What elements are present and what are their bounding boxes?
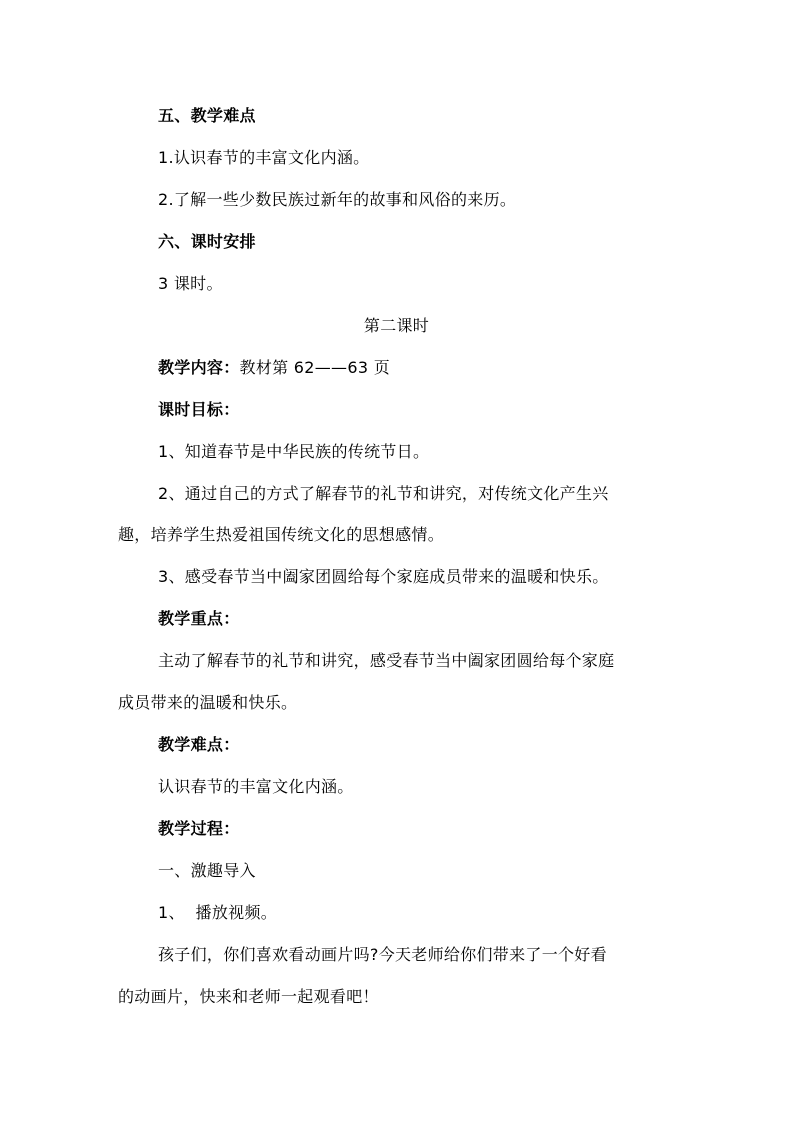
section6-heading: 六、课时安排 xyxy=(158,232,256,251)
intro-line-1: 孩子们，你们喜欢看动画片吗?今天老师给你们带来了一个好看 xyxy=(158,945,607,964)
section5-item-1: 1.认识春节的丰富文化内涵。 xyxy=(158,148,370,167)
goal-3: 3、感受春节当中阖家团圆给每个家庭成员带来的温暖和快乐。 xyxy=(158,567,609,586)
section5-item-2: 2.了解一些少数民族过新年的故事和风俗的来历。 xyxy=(158,190,517,209)
difficulty-value: 认识春节的丰富文化内涵。 xyxy=(158,777,354,796)
intro-line-2: 的动画片，快来和老师一起观看吧！ xyxy=(118,987,379,1006)
step1-heading: 一、激趣导入 xyxy=(158,861,256,880)
goal-1: 1、知道春节是中华民族的传统节日。 xyxy=(158,442,430,461)
goal-2-line-1: 2、通过自己的方式了解春节的礼节和讲究，对传统文化产生兴 xyxy=(158,484,609,503)
section5-heading: 五、教学难点 xyxy=(158,106,256,125)
focus-heading: 教学重点： xyxy=(158,609,240,628)
focus-line-2: 成员带来的温暖和快乐。 xyxy=(118,693,298,712)
lesson-title: 第二课时 xyxy=(363,316,430,335)
step1-item: 1、 播放视频。 xyxy=(158,903,278,922)
focus-line-1: 主动了解春节的礼节和讲究，感受春节当中阖家团圆给每个家庭 xyxy=(158,651,615,670)
content-label: 教学内容： xyxy=(158,358,240,377)
goal-2-line-2: 趣，培养学生热爱祖国传统文化的思想感情。 xyxy=(118,525,445,544)
process-heading: 教学过程： xyxy=(158,819,240,838)
difficulty-heading: 教学难点： xyxy=(158,735,240,754)
section6-value: 3 课时。 xyxy=(158,274,223,293)
content-row xyxy=(158,358,390,378)
goals-heading: 课时目标： xyxy=(158,400,240,419)
content-value: 教材第 62——63 页 xyxy=(239,358,391,377)
